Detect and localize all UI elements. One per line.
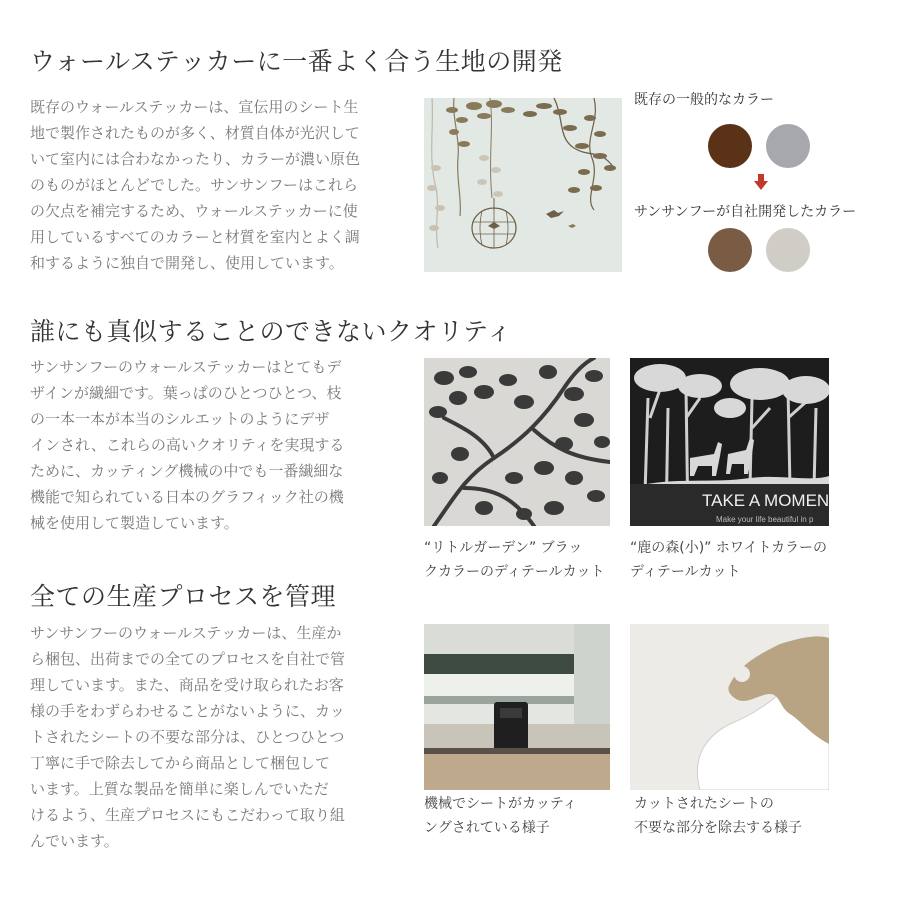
paragraph-line: のものがほとんどでした。サンサンフーはこれら xyxy=(30,176,359,194)
paragraph-line: 械を使用して製造しています。 xyxy=(30,514,239,532)
photo-subtext: Make your life beautiful in p xyxy=(716,515,814,524)
paragraph-line: います。上質な製品を簡単に楽しんでいただ xyxy=(30,780,329,798)
caption-line: ングされている様子 xyxy=(424,820,550,836)
section2-heading: 誰にも真似することのできないクオリティ xyxy=(30,317,513,346)
little-garden-black-detail-photo xyxy=(424,358,610,526)
paragraph-line: んでいます。 xyxy=(30,832,119,850)
section2-paragraph xyxy=(30,354,402,536)
little-garden-caption xyxy=(424,536,604,584)
paragraph-line: の欠点を補完するため、ウォールステッカーに使 xyxy=(30,202,358,220)
paragraph-line: 理しています。また、商品を受け取られたお客 xyxy=(30,676,344,694)
paragraph-line: 機能で知られている日本のグラフィック社の機 xyxy=(30,488,344,506)
paragraph-line: の一本一本が本当のシルエットのようにデザ xyxy=(30,410,330,428)
existing-colors-label: 既存の一般的なカラー xyxy=(634,92,774,108)
paragraph-line: インされ、これらの高いクオリティを実現する xyxy=(30,436,345,454)
caption-line: “リトルガーデン” ブラッ xyxy=(424,540,583,556)
paragraph-line: 既存のウォールステッカーは、宣伝用のシート生 xyxy=(30,98,359,116)
vine-birdcage-sticker-photo xyxy=(424,98,622,272)
deer-forest-caption xyxy=(630,536,827,584)
paragraph-line: 地で製作されたものが多く、材質自体が光沢して xyxy=(30,124,360,142)
developed-brown-swatch xyxy=(708,228,752,272)
paragraph-line: 和するように独自で開発し、使用しています。 xyxy=(30,254,344,272)
existing-brown-swatch xyxy=(708,124,752,168)
caption-line: カットされたシートの xyxy=(634,796,774,812)
removing-excess-sheet-photo xyxy=(630,624,829,790)
caption-line: “鹿の森(小)” ホワイトカラーの xyxy=(630,540,828,556)
paragraph-line: 用しているすべてのカラーと材質を室内とよく調 xyxy=(30,228,360,246)
cutting-machine-caption xyxy=(424,792,577,840)
developed-gray-swatch xyxy=(766,228,810,272)
paragraph-line: 丁寧に手で除去してから商品として梱包して xyxy=(30,754,331,772)
removing-excess-caption xyxy=(634,792,802,840)
paragraph-line: サンサンフーのウォールステッカーは、生産か xyxy=(30,624,342,642)
section3-paragraph xyxy=(30,620,402,854)
paragraph-line: けるよう、生産プロセスにもこだわって取り組 xyxy=(30,806,345,824)
down-arrow-icon xyxy=(754,174,768,190)
paragraph-line: 様の手をわずらわせることがないように、カッ xyxy=(30,702,345,720)
paragraph-line: ザインが繊細です。葉っぱのひとつひとつ、枝 xyxy=(30,384,342,402)
caption-line: クカラーのディテールカット xyxy=(424,564,605,580)
developed-colors-label: サンサンフーが自社開発したカラー xyxy=(634,204,857,220)
section1-paragraph xyxy=(30,94,402,276)
paragraph-line: ために、カッティング機械の中でも一番繊細な xyxy=(30,462,344,480)
existing-gray-swatch xyxy=(766,124,810,168)
section1-heading: ウォールステッカーに一番よく合う生地の開発 xyxy=(30,47,563,76)
paragraph-line: トされたシートの不要な部分は、ひとつひとつ xyxy=(30,728,345,746)
caption-line: ディテールカット xyxy=(630,564,741,580)
photo-take-a-moment-text: TAKE A MOMEN xyxy=(702,491,829,510)
caption-line: 不要な部分を除去する様子 xyxy=(634,820,802,836)
paragraph-line: いて室内には合わなかったり、カラーが濃い原色 xyxy=(30,150,361,168)
cutting-machine-photo xyxy=(424,624,610,790)
section3-heading: 全ての生産プロセスを管理 xyxy=(30,582,337,611)
paragraph-line: ら梱包、出荷までの全てのプロセスを自社で管 xyxy=(30,650,346,668)
deer-forest-white-detail-photo xyxy=(630,358,829,526)
caption-line: 機械でシートがカッティ xyxy=(424,796,577,812)
paragraph-line: サンサンフーのウォールステッカーはとてもデ xyxy=(30,358,342,376)
